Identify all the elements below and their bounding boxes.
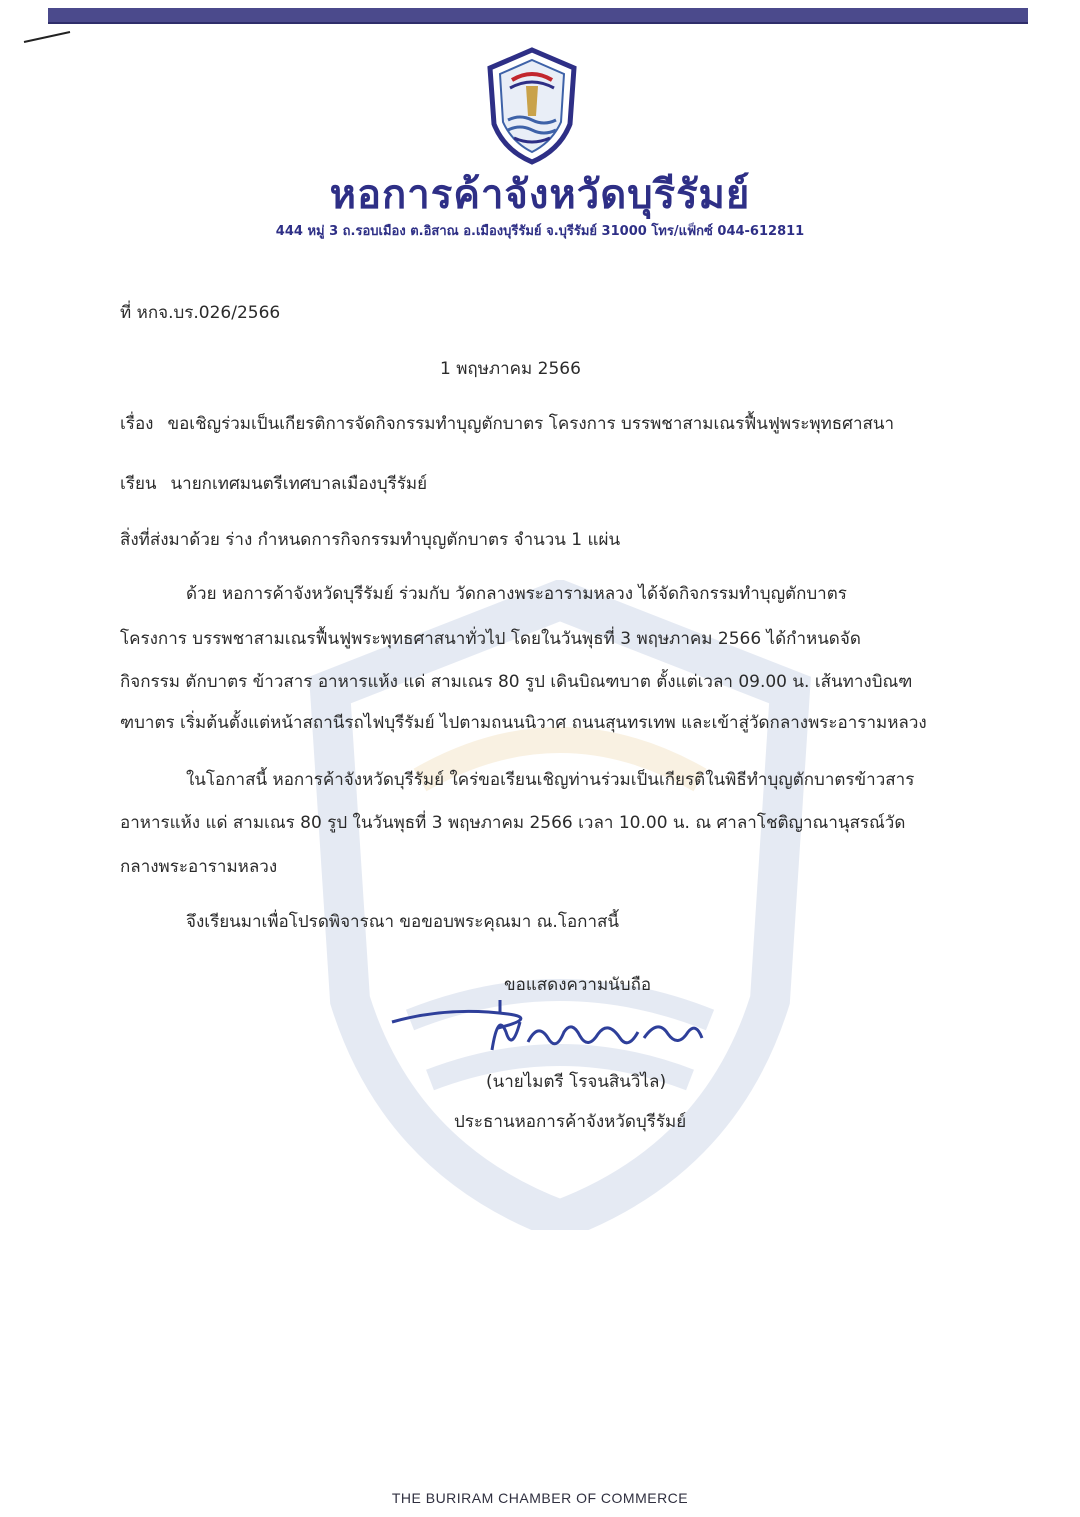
paragraph-3: จึงเรียนมาเพื่อโปรดพิจารณา ขอขอบพระคุณมา ณ.โอกาสนี้ — [186, 912, 619, 932]
paragraph-1-line-3: กิจกรรม ตักบาตร ข้าวสาร อาหารแห้ง แด่ สามเณร 80 รูป เดินบิณฑบาต ตั้งแต่เวลา 09.00 น. เส้นทางบิณฑ — [120, 672, 913, 692]
salutation-line — [120, 470, 427, 497]
footer-org-english: THE BURIRAM CHAMBER OF COMMERCE — [391, 1490, 689, 1506]
signer-name: (นายไมตรี โรจนสินวิไล) — [486, 1072, 667, 1092]
salutation-label: เรียน — [120, 474, 157, 494]
signer-title: ประธานหอการค้าจังหวัดบุรีรัมย์ — [454, 1112, 687, 1132]
paragraph-2-line-2: อาหารแห้ง แด่ สามเณร 80 รูป ในวันพุธที่ 3 พฤษภาคม 2566 เวลา 10.00 น. ณ ศาลาโชติญาณานุสรณ์วัด — [120, 813, 906, 833]
subject-line — [120, 410, 894, 437]
paragraph-1-line-1: ด้วย หอการค้าจังหวัดบุรีรัมย์ ร่วมกับ วัดกลางพระอารามหลวง ได้จัดกิจกรรมทำบุญตักบาตร — [186, 584, 847, 604]
closing-phrase: ขอแสดงความนับถือ — [504, 975, 652, 995]
chamber-logo-shield-icon — [482, 46, 582, 166]
scan-artifact-mark — [22, 30, 72, 44]
paragraph-1-line-2: โครงการ บรรพชาสามเณรฟื้นฟูพระพุทธศาสนาทั่วไป โดยในวันพุธที่ 3 พฤษภาคม 2566 ได้กำหนดจัด — [120, 629, 861, 649]
reference-number: ที่ หกจ.บร.026/2566 — [120, 303, 281, 323]
subject-text: ขอเชิญร่วมเป็นเกียรติการจัดกิจกรรมทำบุญตักบาตร โครงการ บรรพชาสามเณรฟื้นฟูพระพุทธศาสนา — [167, 414, 895, 434]
paragraph-2-line-3: กลางพระอารามหลวง — [120, 857, 278, 877]
subject-label: เรื่อง — [120, 414, 154, 434]
handwritten-signature — [388, 992, 708, 1062]
enclosure-line: สิ่งที่ส่งมาด้วย ร่าง กำหนดการกิจกรรมทำบุญตักบาตร จำนวน 1 แผ่น — [120, 530, 621, 550]
letter-date: 1 พฤษภาคม 2566 — [440, 359, 581, 379]
letterhead-top-bar — [48, 8, 1028, 24]
salutation-text: นายกเทศมนตรีเทศบาลเมืองบุรีรัมย์ — [170, 474, 428, 494]
paragraph-2-line-1: ในโอกาสนี้ หอการค้าจังหวัดบุรีรัมย์ ใคร่ขอเรียนเชิญท่านร่วมเป็นเกียรติในพิธีทำบุญตักบาตรข้าวสาร — [186, 770, 915, 790]
organization-address: 444 หมู่ 3 ถ.รอบเมือง ต.อิสาณ อ.เมืองบุรีรัมย์ จ.บุรีรัมย์ 31000 โทร/แฟ็กซ์ 044-612811 — [275, 224, 805, 239]
organization-name: หอการค้าจังหวัดบุรีรัมย์ — [329, 172, 751, 218]
paragraph-1-line-4: ฑบาตร เริ่มต้นตั้งแต่หน้าสถานีรถไฟบุรีรัมย์ ไปตามถนนนิวาศ ถนนสุนทรเทพ และเข้าสู่วัดกลางพระอารามหลวง — [120, 713, 927, 733]
